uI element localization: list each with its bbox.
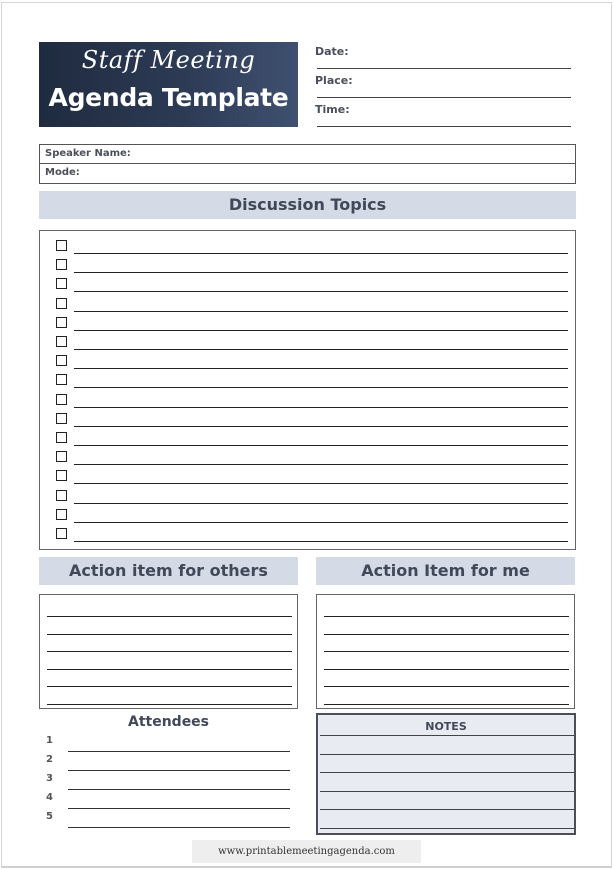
attendee-line (68, 827, 290, 828)
notes-line[interactable] (320, 754, 574, 755)
footer-url: www.printablemeetingagenda.com (192, 840, 421, 863)
notes-line[interactable] (320, 791, 574, 792)
speaker-name-field[interactable]: Speaker Name: (45, 148, 131, 159)
discussion-topic-row[interactable] (40, 308, 575, 327)
action-others-box (39, 594, 298, 709)
banner-main-title: Agenda Template (48, 83, 289, 112)
attendees-title: Attendees (127, 714, 210, 730)
attendee-number: 3 (46, 773, 53, 784)
action-me-line[interactable] (324, 704, 569, 705)
action-me-line[interactable] (324, 651, 569, 652)
discussion-topic-row[interactable] (40, 365, 575, 384)
notes-title: NOTES (425, 720, 467, 733)
attendee-number: 2 (46, 754, 53, 765)
discussion-topic-row[interactable] (40, 500, 575, 519)
attendee-line (68, 751, 290, 752)
discussion-topic-row[interactable] (40, 423, 575, 442)
discussion-topics-header: Discussion Topics (39, 191, 576, 219)
date-field[interactable] (315, 41, 571, 69)
discussion-topic-row[interactable] (40, 519, 575, 538)
action-me-header: Action Item for me (316, 557, 575, 585)
action-others-line[interactable] (47, 634, 292, 635)
discussion-topic-row[interactable] (40, 346, 575, 365)
discussion-topic-row[interactable] (40, 327, 575, 346)
attendee-line (68, 808, 290, 809)
agenda-page (1, 2, 612, 868)
attendee-line (68, 770, 290, 771)
discussion-topic-row[interactable] (40, 385, 575, 404)
discussion-topic-row[interactable] (40, 269, 575, 288)
place-line (317, 97, 571, 98)
action-others-line[interactable] (47, 616, 292, 617)
action-others-header: Action item for others (39, 557, 298, 585)
attendee-number: 4 (46, 792, 53, 803)
attendee-number: 1 (46, 735, 53, 746)
banner-script-title: Staff Meeting (81, 46, 256, 74)
action-me-line[interactable] (324, 669, 569, 670)
attendee-row[interactable] (42, 773, 290, 792)
notes-line[interactable] (320, 828, 574, 829)
time-line (317, 126, 571, 127)
date-line (317, 68, 571, 69)
action-me-line[interactable] (324, 634, 569, 635)
place-label: Place: (315, 74, 353, 87)
action-others-line[interactable] (47, 704, 292, 705)
discussion-topic-row[interactable] (40, 231, 575, 250)
action-others-line[interactable] (47, 669, 292, 670)
action-me-box (316, 594, 575, 709)
action-me-line[interactable] (324, 686, 569, 687)
date-label: Date: (315, 45, 349, 58)
discussion-topic-row[interactable] (40, 461, 575, 480)
time-field[interactable] (315, 99, 571, 127)
notes-line[interactable] (320, 809, 574, 810)
discussion-topic-row[interactable] (40, 442, 575, 461)
notes-line[interactable] (320, 735, 574, 736)
discussion-topic-row[interactable] (40, 289, 575, 308)
attendee-row[interactable] (42, 792, 290, 811)
notes-box (316, 713, 576, 835)
action-others-line[interactable] (47, 651, 292, 652)
attendee-row[interactable] (42, 811, 290, 830)
action-others-line[interactable] (47, 686, 292, 687)
attendee-row[interactable] (42, 735, 290, 754)
time-label: Time: (315, 103, 350, 116)
speaker-box (39, 144, 576, 184)
mode-field[interactable]: Mode: (40, 163, 575, 182)
attendee-number: 5 (46, 811, 53, 822)
place-field[interactable] (315, 70, 571, 98)
attendee-row[interactable] (42, 754, 290, 773)
discussion-topics-box (39, 230, 576, 550)
discussion-topic-row[interactable] (40, 250, 575, 269)
action-me-line[interactable] (324, 616, 569, 617)
discussion-topic-row[interactable] (40, 404, 575, 423)
title-banner (39, 42, 298, 127)
discussion-topic-row[interactable] (40, 481, 575, 500)
attendee-line (68, 789, 290, 790)
topic-line (74, 541, 568, 542)
notes-line[interactable] (320, 772, 574, 773)
checkbox-icon[interactable] (56, 528, 67, 539)
